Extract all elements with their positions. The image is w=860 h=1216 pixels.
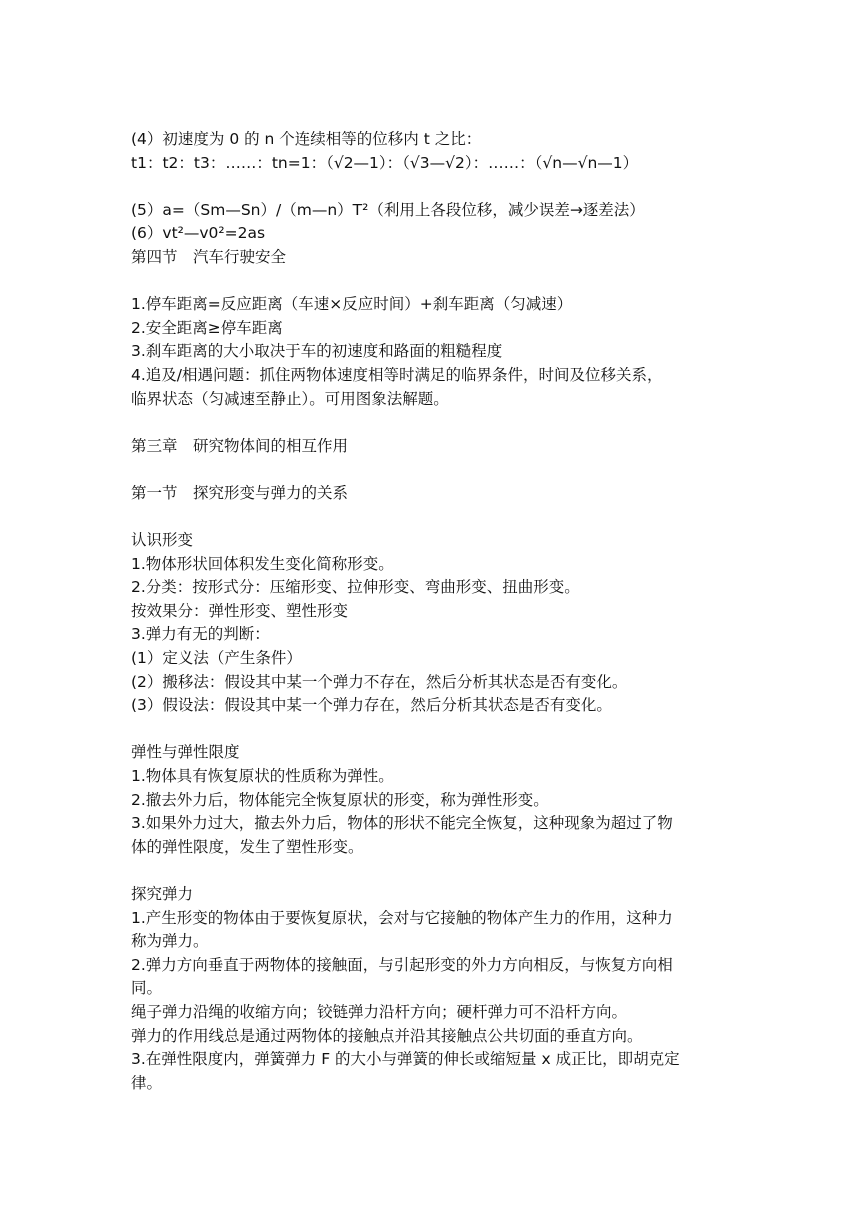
text-line: 3.如果外力过大，撤去外力后，物体的形状不能完全恢复，这种现象为超过了物: [131, 814, 673, 833]
blank-line: [131, 411, 735, 435]
text-line: 认识形变: [131, 531, 194, 550]
text-line: 称为弹力。: [131, 932, 209, 951]
text-line: 3.弹力有无的判断：: [131, 625, 270, 644]
text-line: (3）假设法：假设其中某一个弹力存在，然后分析其状态是否有变化。: [131, 696, 612, 715]
text-line: t1：t2：t3：……：tn=1：（√2—1）：（√3—√2）：……：（√n—√n—1）: [131, 153, 639, 172]
text-line: 3.在弹性限度内，弹簧弹力 F 的大小与弹簧的伸长或缩短量 x 成正比，即胡克定: [131, 1050, 680, 1069]
blank-line: [131, 458, 735, 482]
text-line: 同。: [131, 979, 163, 998]
text-line: 体的弹性限度，发生了塑性形变。: [131, 837, 364, 856]
blank-line: [131, 270, 735, 294]
document-page: [131, 128, 735, 1095]
text-line: (2）搬移法：假设其中某一个弹力不存在，然后分析其状态是否有变化。: [131, 672, 628, 691]
text-line: 1.停车距离=反应距离（车速×反应时间）+刹车距离（匀减速）: [131, 295, 573, 314]
text-line: 4.追及/相遇问题：抓住两物体速度相等时满足的临界条件，时间及位移关系，: [131, 365, 663, 384]
text-line: 2.安全距离≥停车距离: [131, 318, 283, 337]
text-line: 1.物体形状回体积发生变化简称形变。: [131, 554, 394, 573]
blank-line: [131, 718, 735, 742]
text-line: 2.分类：按形式分：压缩形变、拉伸形变、弯曲形变、扭曲形变。: [131, 578, 580, 597]
text-line: 1.物体具有恢复原状的性质称为弹性。: [131, 767, 394, 786]
text-line: (6）vt²—v0²=2as: [131, 224, 266, 243]
text-line: 绳子弹力沿绳的收缩方向；铰链弹力沿杆方向；硬杆弹力可不沿杆方向。: [131, 1002, 628, 1021]
text-line: 第三章 研究物体间的相互作用: [131, 436, 349, 455]
text-line: 2.弹力方向垂直于两物体的接触面，与引起形变的外力方向相反，与恢复方向相: [131, 955, 673, 974]
text-line: 临界状态（匀减速至静止）。可用图象法解题。: [131, 389, 449, 408]
text-line: 探究弹力: [131, 885, 194, 903]
text-line: 按效果分：弹性形变、塑性形变: [131, 601, 349, 620]
text-line: 2.撤去外力后，物体能完全恢复原状的形变，称为弹性形变。: [131, 790, 549, 809]
blank-line: [131, 506, 735, 530]
text-line: (5）a=（Sm—Sn）/（m—n）T²（利用上各段位移，减少误差→逐差法）: [131, 200, 645, 219]
text-line: 弹性与弹性限度: [131, 743, 240, 762]
text-line: 律。: [131, 1073, 163, 1092]
text-line: 第一节 探究形变与弹力的关系: [131, 483, 349, 502]
text-line: (4）初速度为 0 的 n 个连续相等的位移内 t 之比：: [131, 130, 482, 148]
text-line: 3.刹车距离的大小取决于车的初速度和路面的粗糙程度: [131, 342, 503, 361]
blank-line: [131, 859, 735, 883]
text-line: 弹力的作用线总是通过两物体的接触点并沿其接触点公共切面的垂直方向。: [131, 1026, 643, 1045]
text-line: (1）定义法（产生条件）: [131, 649, 302, 668]
text-line: 第四节 汽车行驶安全: [131, 247, 287, 266]
text-line: 1.产生形变的物体由于要恢复原状，会对与它接触的物体产生力的作用，这种力: [131, 908, 673, 927]
blank-line: [131, 175, 735, 199]
